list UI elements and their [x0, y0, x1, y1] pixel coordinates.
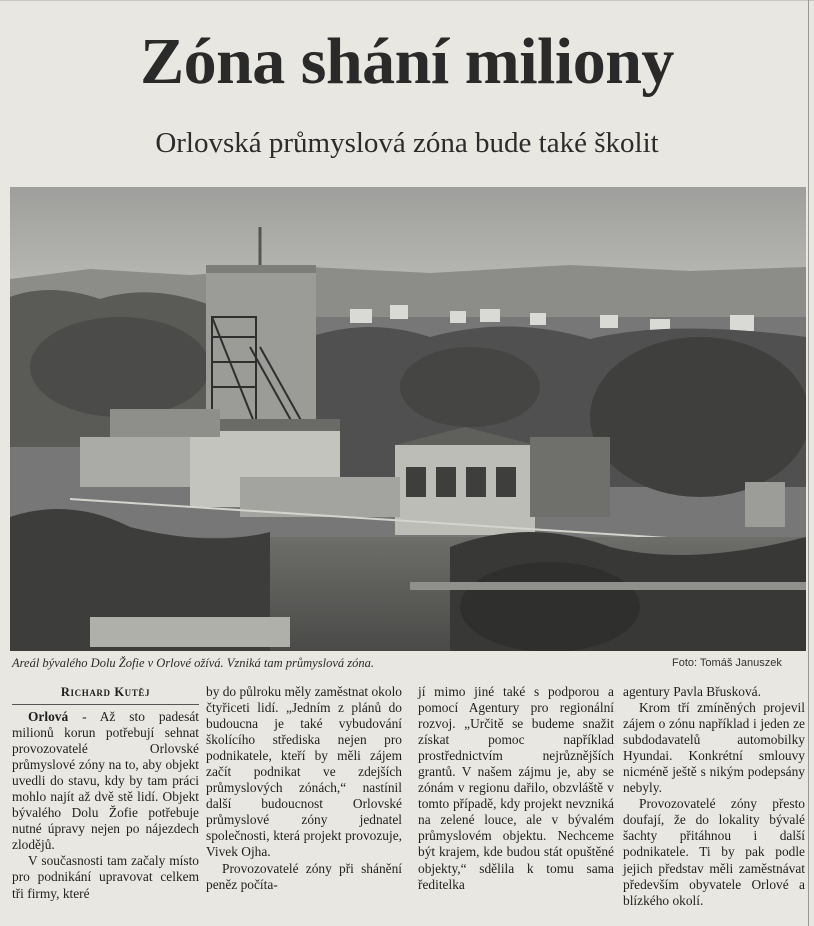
top-rule [0, 0, 814, 1]
mine-photo [10, 187, 806, 651]
photo-caption: Areál bývalého Dolu Žofie v Orlové ožívá. Vzniká tam průmyslová zóna. [12, 656, 374, 670]
paragraph-text: - Až sto padesát milionů korun potřebují sehnat provozovatelé Orlovské průmyslové zóny na to, aby objekt uvedli do stavu, kdy by tam práci mohlo najít až dvě stě lidí. Objekt bývalého Dolu Žofie potřebuje nutné úpravy nejen po nájezdech zlodějů. [12, 709, 199, 853]
paragraph: Krom tří zmíněných projevil zájem o zónu například i jeden ze subdodavatelů automobilky Hyundai. Konkrétní smlouvy nicméně ještě s nikým podepsány nebyly. [623, 700, 805, 796]
byline: Richard Kutěj [12, 684, 199, 705]
paragraph: by do půlroku měly zaměstnat okolo čtyřiceti lidí. „Jedním z plánů do budoucna je také vybudování školícího střediska nejen pro podnikatele, kteří by měli zájem začít podnikat ve zdejších průmyslových zónách,“ nastínil další budoucnost Orlovské průmyslové zóny jednatel společnosti, která projekt provozuje, Vivek Ojha. [206, 684, 402, 860]
dateline-place: Orlová [28, 709, 69, 724]
paragraph: Provozovatelé zóny přesto doufají, že do lokality bývalé šachty přitáhnou i další podnikatele. Ti by pak podle jejich představ měli zaměstnávat především obyvatele Orlové a blízkého okolí. [623, 796, 805, 908]
paragraph: agentury Pavla Břusková. [623, 684, 761, 699]
paragraph: jí mimo jiné také s podporou a pomocí Agentury pro regionální rozvoj. „Určitě se budeme snažit získat pomoc například prostřednictvím nejrůznějších grantů. V našem zájmu je, aby se zónám v regionu dařilo, obzvláště v tomto případě, kdy projekt nevzniká na zelené louce, ale v bývalém průmyslovém objektu. Nechceme být krajem, kde budou stát opuštěné objekty,“ sdělila k tomu sama ředitelka [418, 684, 614, 892]
text-column-4 [623, 684, 805, 909]
paragraph [12, 709, 199, 853]
subheadline: Orlovská průmyslová zóna bude také školit [155, 127, 659, 159]
text-column-2 [206, 684, 402, 893]
headline: Zóna shání miliony [140, 25, 674, 98]
paragraph: Provozovatelé zóny při shánění peněz počíta- [206, 860, 402, 892]
paragraph: V současnosti tam začaly místo pro podnikání upravovat celkem tři firmy, které [12, 853, 199, 901]
photo-credit: Foto: Tomáš Januszek [672, 657, 782, 669]
text-column-3 [418, 684, 614, 893]
text-column-1 [12, 684, 199, 902]
